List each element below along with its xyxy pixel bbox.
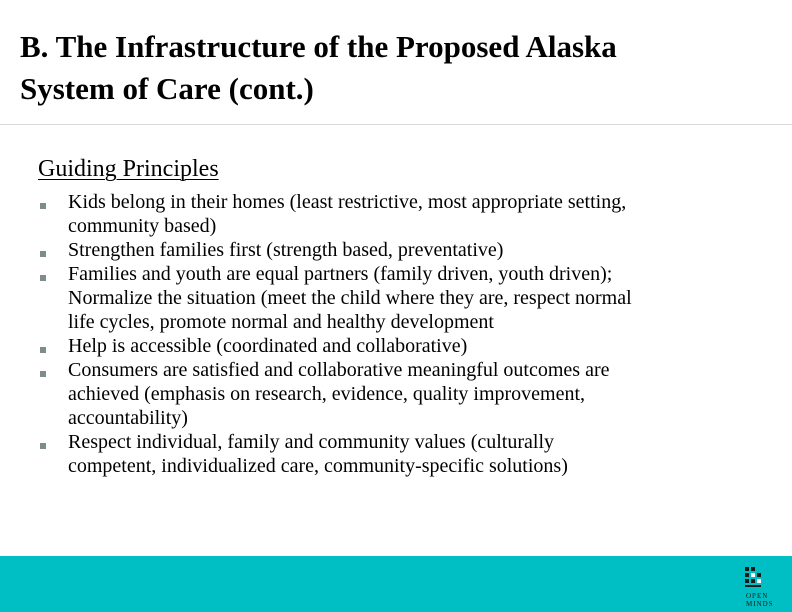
- slide-title: [20, 26, 770, 110]
- principles-list: [40, 190, 760, 478]
- logo-text-line-2: MINDS: [746, 600, 774, 608]
- square-bullet-icon: [40, 251, 46, 257]
- footer-band: [0, 556, 792, 612]
- square-bullet-icon: [40, 203, 46, 209]
- principle-text-line: competent, individualized care, community-specific solutions): [68, 455, 568, 477]
- principle-text-line: achieved (emphasis on research, evidence, quality improvement,: [68, 383, 586, 405]
- section-heading: Guiding Principles: [38, 156, 219, 182]
- slide-title-line-2: System of Care (cont.): [20, 71, 314, 106]
- principle-text-line: Kids belong in their homes (least restrictive, most appropriate setting,: [68, 191, 627, 213]
- principle-item: [40, 334, 760, 358]
- principle-text-line: community based): [68, 215, 217, 237]
- logo-text-line-1: OPEN: [746, 592, 769, 600]
- square-bullet-icon: [40, 275, 46, 281]
- slide-title-line-1: B. The Infrastructure of the Proposed Alaska: [20, 29, 617, 64]
- principle-text-line: accountability): [68, 407, 188, 429]
- principle-text-line: Families and youth are equal partners (family driven, youth driven);: [68, 263, 613, 285]
- principle-item: [40, 262, 760, 334]
- principle-text-line: Respect individual, family and community values (culturally: [68, 431, 554, 453]
- principle-text-line: Strengthen families first (strength based, preventative): [68, 239, 504, 261]
- square-bullet-icon: [40, 371, 46, 377]
- principle-text-line: Normalize the situation (meet the child where they are, respect normal: [68, 287, 632, 309]
- logo-mark-icon: [744, 566, 762, 588]
- open-minds-logo-icon: [744, 566, 784, 610]
- principle-item: [40, 238, 760, 262]
- principle-item: [40, 358, 760, 430]
- principle-text-line: Consumers are satisfied and collaborative meaningful outcomes are: [68, 359, 610, 381]
- principle-item: [40, 430, 760, 478]
- principle-text-line: Help is accessible (coordinated and collaborative): [68, 335, 468, 357]
- title-divider: [0, 124, 792, 125]
- principle-item: [40, 190, 760, 238]
- square-bullet-icon: [40, 443, 46, 449]
- principle-text-line: life cycles, promote normal and healthy development: [68, 311, 494, 333]
- logo-text: [746, 592, 774, 608]
- square-bullet-icon: [40, 347, 46, 353]
